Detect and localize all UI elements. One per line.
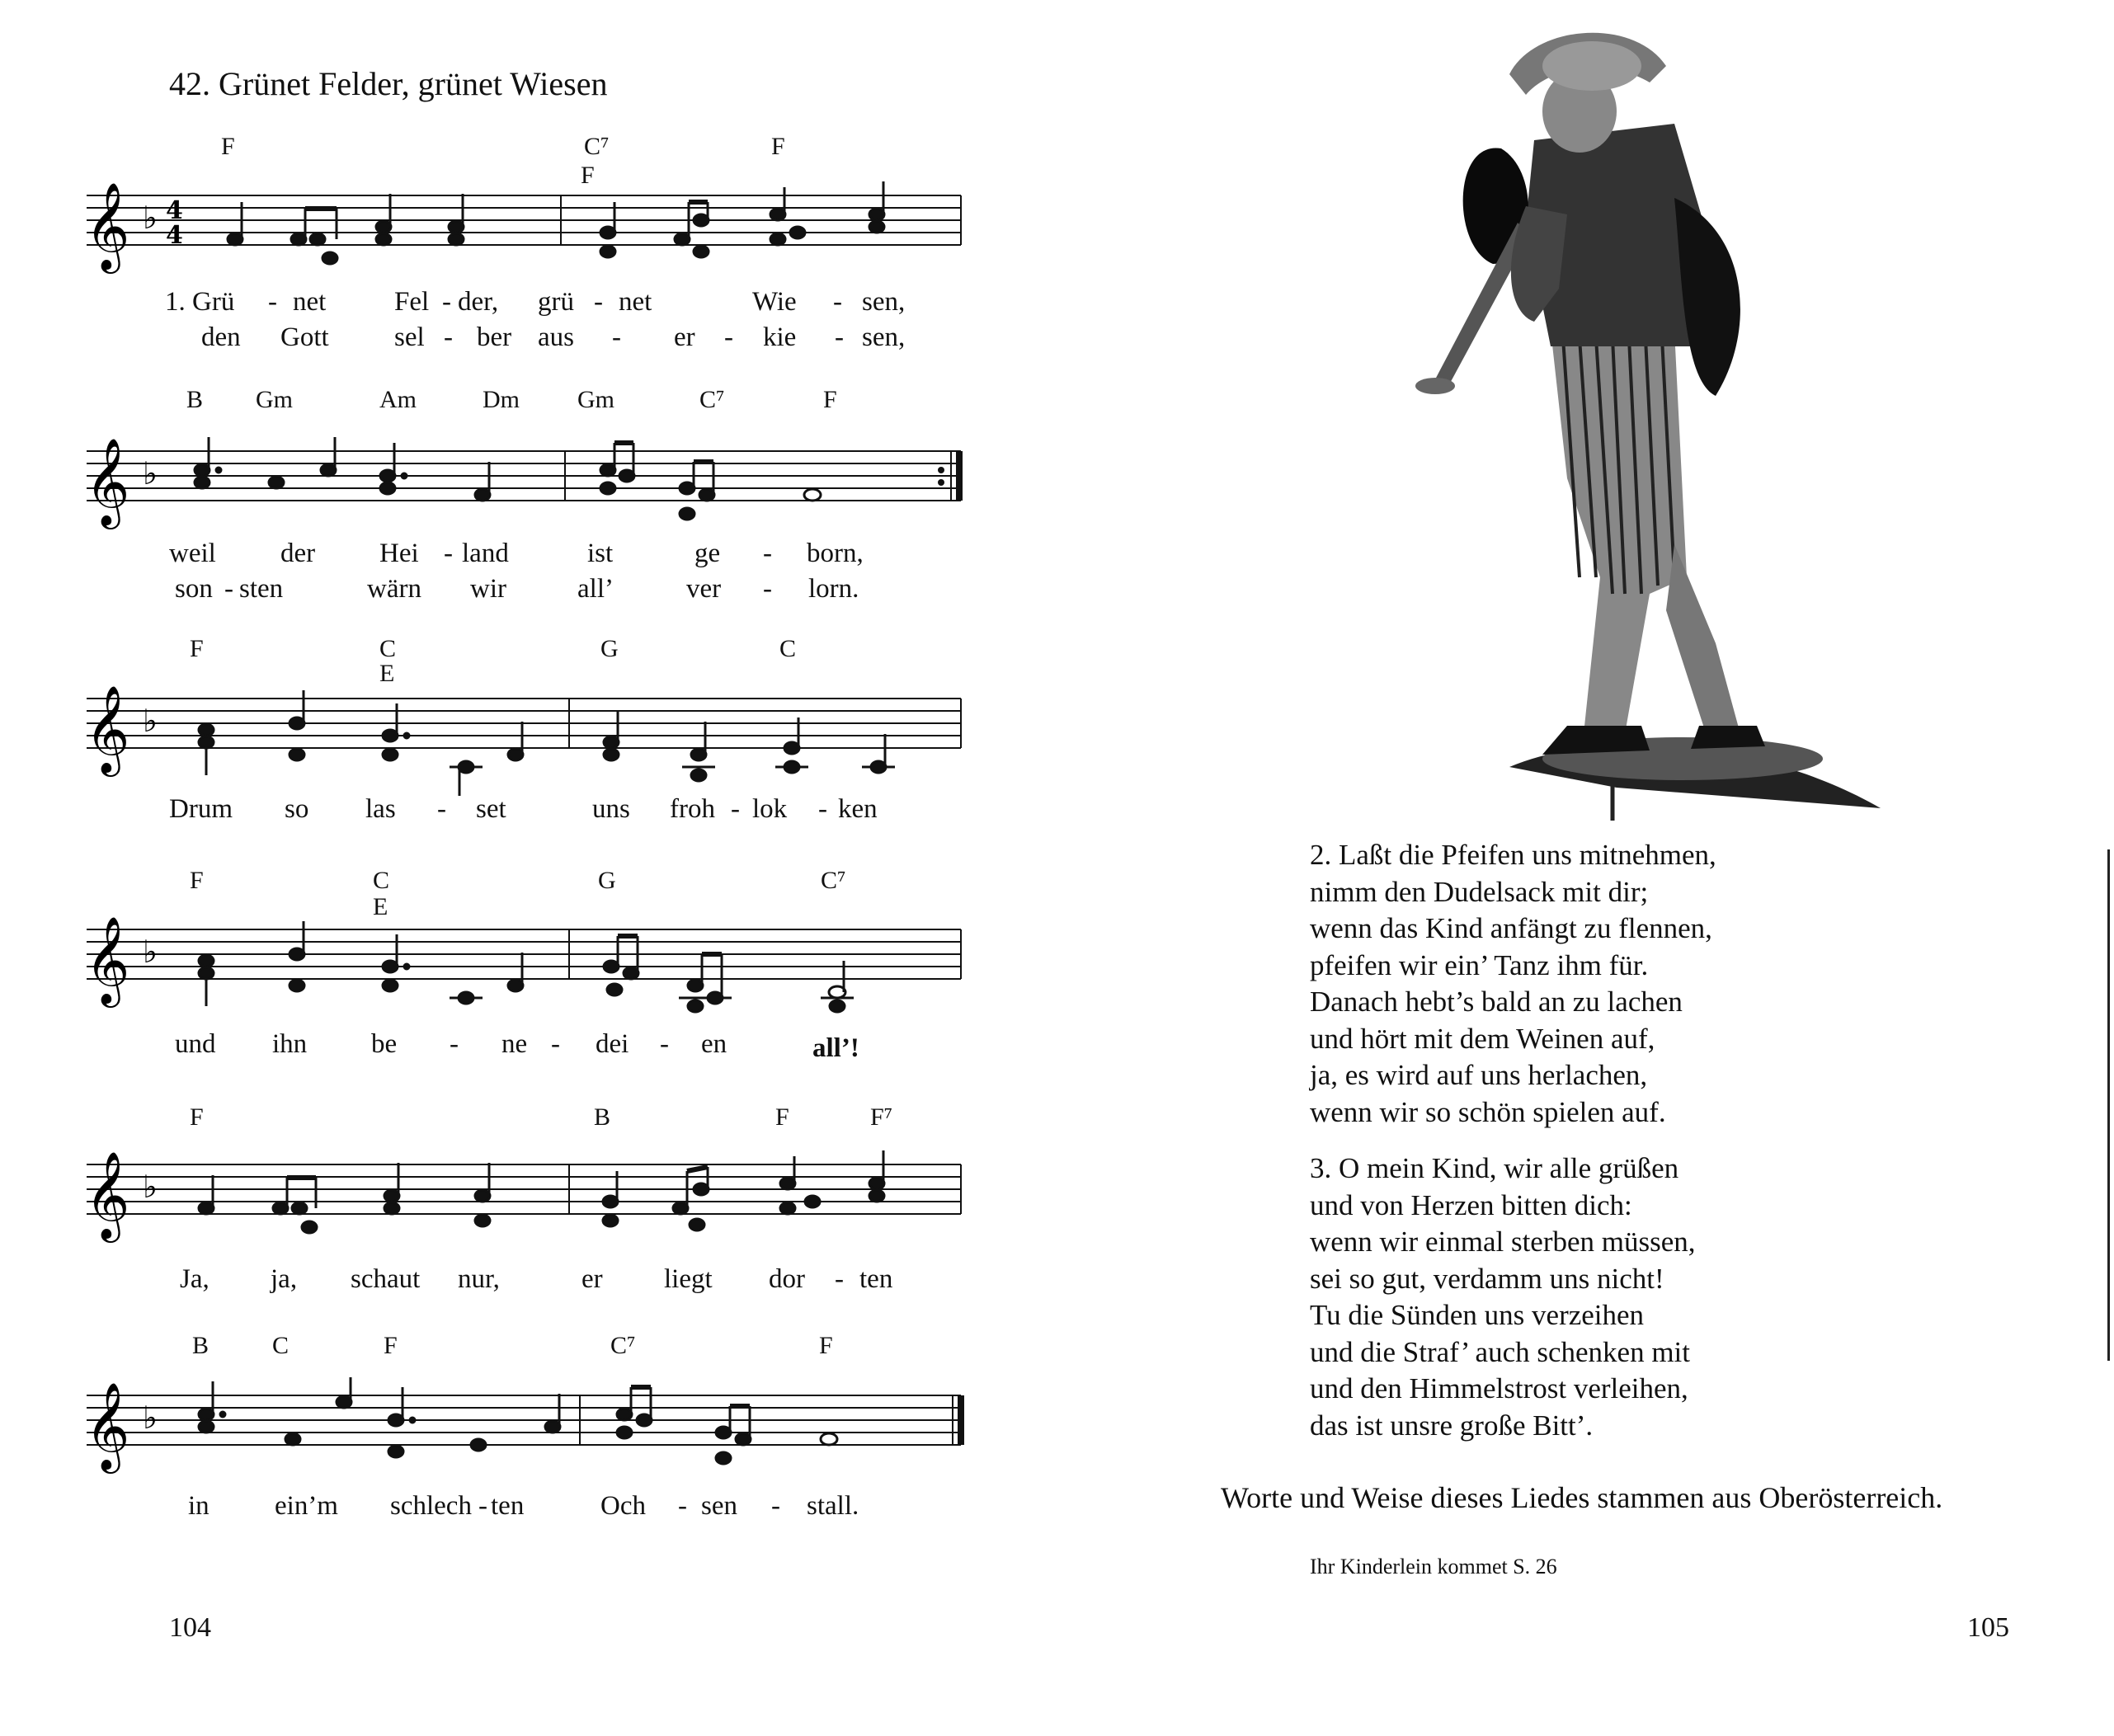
chord-symbol: G bbox=[598, 867, 616, 894]
lyric-syllable: las bbox=[365, 794, 396, 824]
lyric-syllable: - bbox=[660, 1029, 669, 1059]
lyric-syllable: Hei bbox=[379, 539, 419, 568]
lyric-syllable: Gott bbox=[280, 322, 329, 352]
svg-text:♭: ♭ bbox=[143, 1400, 158, 1436]
page-edge-line bbox=[2107, 849, 2110, 1361]
lyric-syllable: der bbox=[280, 539, 316, 568]
verse-line: und die Straf’ auch schenken mit bbox=[1310, 1335, 1690, 1368]
chord-symbol: C bbox=[779, 635, 797, 662]
lyric-syllable: grü bbox=[538, 287, 574, 317]
lyric-syllable: net bbox=[619, 287, 652, 317]
chord-symbol: F bbox=[771, 133, 785, 160]
svg-text:𝄞: 𝄞 bbox=[85, 1150, 130, 1239]
lyric-syllable: set bbox=[476, 794, 506, 824]
lyric-syllable: wärn bbox=[367, 574, 421, 604]
verse-2 bbox=[1310, 837, 1716, 1131]
verse-line: und den Himmelstrost verleihen, bbox=[1310, 1372, 1688, 1404]
verse-line: Danach hebt’s bald an zu lachen bbox=[1310, 986, 1683, 1018]
chord-symbol: Dm bbox=[483, 386, 520, 413]
lyric-syllable: er bbox=[674, 322, 695, 352]
lyric-syllable: - bbox=[818, 794, 827, 824]
lyric-syllable: ihn bbox=[272, 1029, 308, 1059]
lyric-syllable: der, bbox=[458, 287, 499, 317]
chord-symbol: C⁷ bbox=[610, 1332, 636, 1359]
lyric-syllable: Fel bbox=[394, 287, 430, 317]
lyric-syllable: ge bbox=[694, 539, 721, 568]
lyric-syllable: - bbox=[478, 1491, 487, 1521]
verse-line: 3. O mein Kind, wir alle grüßen bbox=[1310, 1152, 1679, 1184]
lyric-syllable: liegt bbox=[664, 1264, 713, 1294]
lyric-syllable: weil bbox=[169, 539, 216, 568]
lyric-syllable: all’ bbox=[577, 574, 614, 604]
lyric-syllable: lorn. bbox=[808, 574, 859, 604]
bagpipe-player-figurine-icon bbox=[1402, 16, 1897, 825]
lyric-syllable: ne bbox=[501, 1029, 528, 1059]
lyric-syllable: ja, bbox=[271, 1264, 298, 1294]
lyric-syllable: Drum bbox=[169, 794, 233, 824]
lyric-syllable: schlech bbox=[390, 1491, 472, 1521]
lyric-syllable: nur, bbox=[458, 1264, 500, 1294]
chord-symbol: C bbox=[272, 1332, 290, 1359]
lyric-syllable: ten bbox=[859, 1264, 893, 1294]
cross-reference: Ihr Kinderlein kommet S. 26 bbox=[1310, 1555, 1557, 1578]
lyric-syllable: Och bbox=[600, 1491, 646, 1521]
lyric-syllable: - bbox=[224, 574, 233, 604]
chord-symbol: G bbox=[600, 635, 619, 662]
lyric-syllable: net bbox=[293, 287, 327, 317]
lyric-syllable: ken bbox=[838, 794, 878, 824]
chord-symbol: B bbox=[192, 1332, 210, 1359]
lyric-syllable: dor bbox=[769, 1264, 805, 1294]
chord-symbol: C bbox=[379, 635, 397, 662]
verse-line: wenn wir so schön spielen auf. bbox=[1310, 1095, 1666, 1128]
lyric-syllable: wir bbox=[470, 574, 506, 604]
lyric-syllable: sen bbox=[701, 1491, 737, 1521]
lyric-syllable: - bbox=[724, 322, 733, 352]
music-staff bbox=[87, 169, 968, 285]
music-staff bbox=[87, 903, 968, 1019]
chord-symbol: F bbox=[819, 1332, 833, 1359]
lyric-syllable: be bbox=[371, 1029, 398, 1059]
svg-text:♭: ♭ bbox=[143, 934, 158, 970]
lyric-syllable: den bbox=[201, 322, 241, 352]
lyric-syllable: - bbox=[594, 287, 603, 317]
svg-text:𝄞: 𝄞 bbox=[85, 685, 130, 773]
lyric-syllable: - bbox=[835, 1264, 844, 1294]
lyric-syllable: 1. Grü bbox=[165, 287, 235, 317]
chord-symbol: E bbox=[373, 893, 388, 920]
chord-symbol: C⁷ bbox=[584, 133, 610, 160]
chord-symbol: C bbox=[373, 867, 390, 894]
verse-line: und von Herzen bitten dich: bbox=[1310, 1188, 1632, 1221]
lyric-syllable: son bbox=[175, 574, 213, 604]
music-staff bbox=[87, 1369, 968, 1484]
verse-line: ja, es wird auf uns herlachen, bbox=[1310, 1059, 1648, 1091]
svg-text:4: 4 bbox=[166, 221, 183, 250]
svg-text:4: 4 bbox=[166, 196, 183, 225]
lyric-syllable: ber bbox=[477, 322, 512, 352]
page-number-left: 104 bbox=[169, 1612, 211, 1643]
lyric-syllable: kie bbox=[763, 322, 797, 352]
chord-symbol: F bbox=[190, 635, 204, 662]
chord-symbol: F bbox=[190, 1103, 204, 1131]
lyric-syllable: - bbox=[612, 322, 621, 352]
chord-symbol: B bbox=[186, 386, 204, 413]
verse-line: nimm den Dudelsack mit dir; bbox=[1310, 875, 1649, 908]
music-staff bbox=[87, 672, 968, 788]
lyric-syllable: born, bbox=[807, 539, 864, 568]
svg-text:𝄞: 𝄞 bbox=[85, 181, 130, 270]
chord-symbol: B bbox=[594, 1103, 611, 1131]
lyric-syllable: - bbox=[763, 539, 772, 568]
lyric-syllable: - bbox=[444, 539, 453, 568]
music-staff bbox=[87, 1138, 968, 1254]
lyric-syllable: - bbox=[268, 287, 277, 317]
chord-symbol: C⁷ bbox=[699, 386, 725, 413]
lyric-syllable: - bbox=[835, 322, 844, 352]
lyric-syllable: dei bbox=[596, 1029, 629, 1059]
chord-symbol: Am bbox=[379, 386, 417, 413]
svg-text:♭: ♭ bbox=[143, 455, 158, 492]
chord-symbol: F bbox=[775, 1103, 789, 1131]
chord-symbol: F bbox=[823, 386, 837, 413]
svg-text:𝄞: 𝄞 bbox=[85, 915, 130, 1004]
verse-line: und hört mit dem Weinen auf, bbox=[1310, 1022, 1655, 1055]
lyric-syllable: - bbox=[833, 287, 842, 317]
lyric-syllable: - bbox=[678, 1491, 687, 1521]
song-title: 42. Grünet Felder, grünet Wiesen bbox=[169, 65, 608, 102]
chord-symbol: E bbox=[379, 660, 395, 687]
lyric-syllable: all’! bbox=[812, 1033, 859, 1063]
lyric-syllable: ein’m bbox=[275, 1491, 338, 1521]
chord-symbol: F⁷ bbox=[870, 1103, 893, 1131]
chord-symbol: Gm bbox=[256, 386, 293, 413]
verse-line: Tu die Sünden uns verzeihen bbox=[1310, 1299, 1645, 1331]
chord-symbol: C⁷ bbox=[821, 867, 846, 894]
lyric-syllable: ver bbox=[686, 574, 722, 604]
chord-symbol: F bbox=[384, 1332, 398, 1359]
lyric-syllable: - bbox=[551, 1029, 560, 1059]
lyric-syllable: - bbox=[450, 1029, 459, 1059]
lyric-syllable: er bbox=[581, 1264, 603, 1294]
verse-line: pfeifen wir ein’ Tanz ihm für. bbox=[1310, 948, 1649, 981]
lyric-syllable: schaut bbox=[351, 1264, 421, 1294]
verse-3 bbox=[1310, 1150, 1696, 1444]
chord-symbol: F bbox=[221, 133, 235, 160]
lyric-syllable: so bbox=[285, 794, 309, 824]
lyric-syllable: aus bbox=[538, 322, 574, 352]
lyric-syllable: Wie bbox=[752, 287, 797, 317]
verse-line: das ist unsre große Bitt’. bbox=[1310, 1409, 1594, 1442]
music-staff bbox=[87, 425, 968, 540]
lyric-syllable: Ja, bbox=[180, 1264, 210, 1294]
lyric-syllable: en bbox=[701, 1029, 727, 1059]
verse-line: sei so gut, verdamm uns nicht! bbox=[1310, 1262, 1664, 1295]
lyric-syllable: - bbox=[442, 287, 451, 317]
lyric-syllable: froh bbox=[670, 794, 715, 824]
lyric-syllable: und bbox=[175, 1029, 216, 1059]
svg-text:𝄞: 𝄞 bbox=[85, 1381, 130, 1470]
lyric-syllable: lok bbox=[752, 794, 788, 824]
lyric-syllable: ist bbox=[587, 539, 614, 568]
lyric-syllable: ten bbox=[491, 1491, 525, 1521]
svg-text:♭: ♭ bbox=[143, 703, 158, 739]
lyric-syllable: - bbox=[763, 574, 772, 604]
chord-symbol: Gm bbox=[577, 386, 614, 413]
lyric-syllable: sen, bbox=[862, 322, 906, 352]
svg-text:𝄞: 𝄞 bbox=[85, 437, 130, 525]
lyric-syllable: sel bbox=[394, 322, 425, 352]
chord-symbol: F bbox=[581, 162, 595, 189]
verse-line: wenn das Kind anfängt zu flennen, bbox=[1310, 912, 1712, 944]
lyric-syllable: in bbox=[188, 1491, 210, 1521]
lyric-syllable: - bbox=[444, 322, 453, 352]
origin-note: Worte und Weise dieses Liedes stammen aus Oberösterreich. bbox=[1221, 1481, 1943, 1514]
lyric-syllable: uns bbox=[592, 794, 630, 824]
verse-line: wenn wir einmal sterben müssen, bbox=[1310, 1226, 1696, 1258]
page-number-right: 105 bbox=[1967, 1612, 2009, 1643]
svg-text:♭: ♭ bbox=[143, 1169, 158, 1205]
lyric-syllable: land bbox=[462, 539, 509, 568]
lyric-syllable: sten bbox=[239, 574, 284, 604]
chord-symbol: F bbox=[190, 867, 204, 894]
lyric-syllable: - bbox=[437, 794, 446, 824]
svg-text:♭: ♭ bbox=[143, 200, 158, 236]
lyric-syllable: stall. bbox=[807, 1491, 859, 1521]
lyric-syllable: sen, bbox=[862, 287, 906, 317]
lyric-syllable: - bbox=[771, 1491, 780, 1521]
lyric-syllable: - bbox=[731, 794, 740, 824]
verse-line: 2. Laßt die Pfeifen uns mitnehmen, bbox=[1310, 839, 1716, 871]
